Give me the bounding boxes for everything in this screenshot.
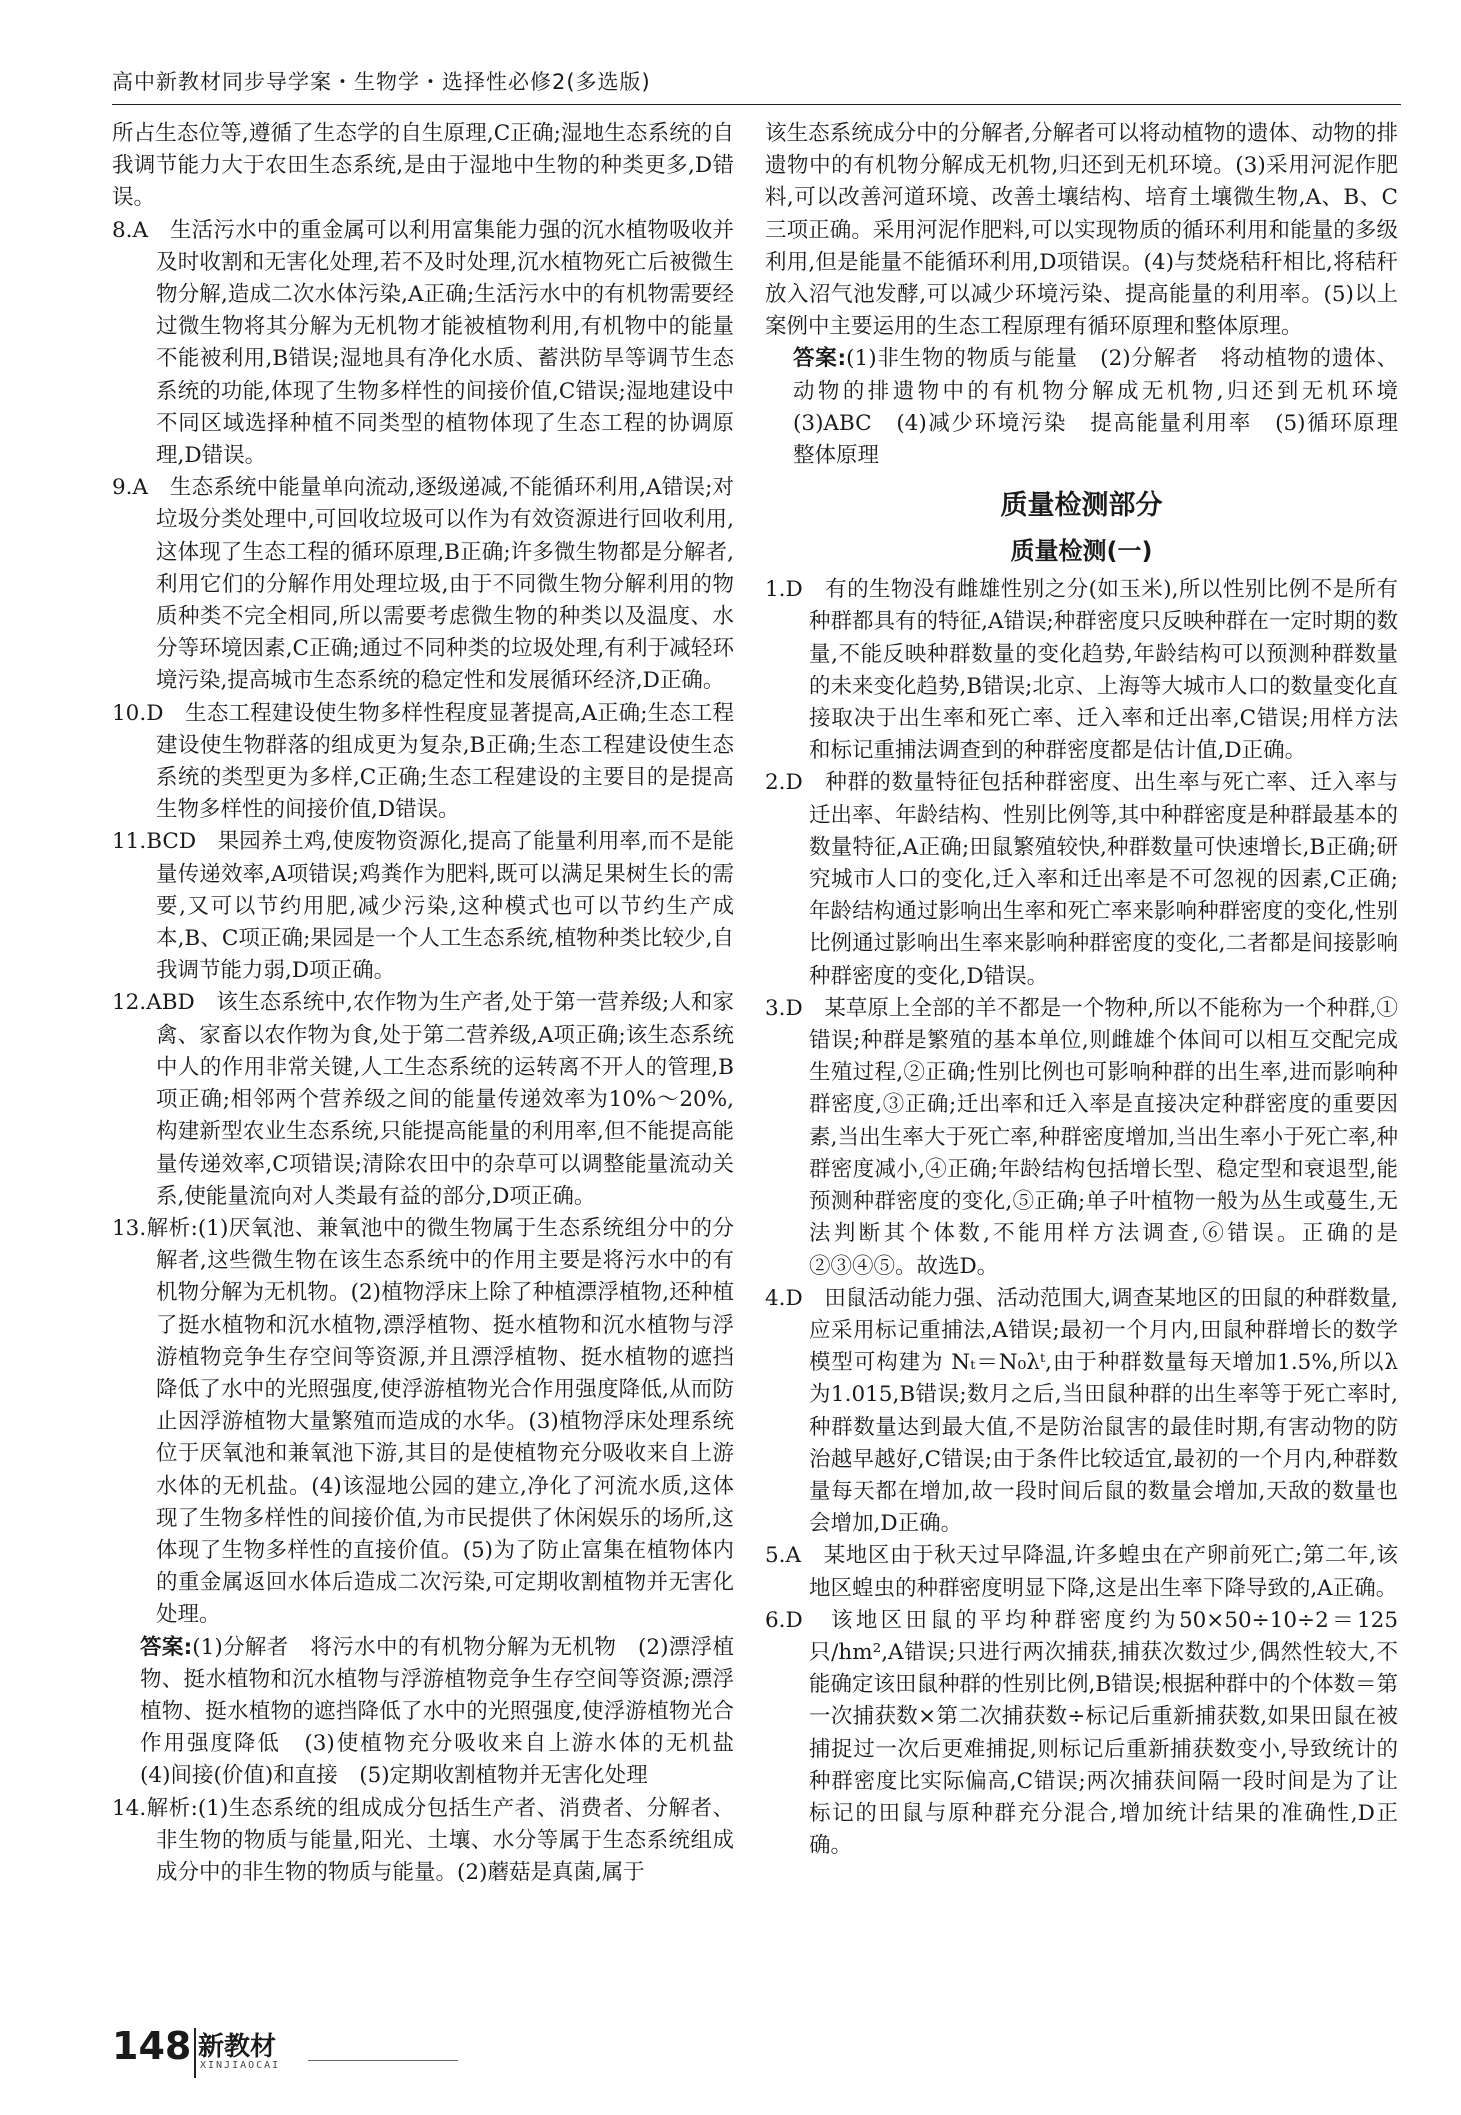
- running-header: 高中新教材同步导学案・生物学・选择性必修2(多选版): [112, 70, 651, 94]
- answer-item-13: 13.解析:(1)厌氧池、兼氧池中的微生物属于生态系统组分中的分解者,这些微生物在该生态系统中的作用主要是将污水中的有机物分解为无机物。(2)植物浮床上除了种植漂浮植物,还种植了挺水植物和沉水植物,漂浮植物、挺水植物和沉水植物与浮游植物竞争生存空间等资源,并且漂浮植物、挺水植物的遮挡降低了水中的光照强度,使浮游植物光合作用强度降低,从而防止因浮游植物大量繁殖而造成的水华。(3)植物浮床处理系统位于厌氧池和兼氧池下游,其目的是使植物充分吸收来自上游水体的无机盐。(4)该湿地公园的建立,净化了河流水质,这体现了生物多样性的间接价值,为市民提供了休闲娱乐的场所,这体现了生物多样性的直接价值。(5)为了防止富集在植物体内的重金属返回水体后造成二次污染,可定期收割植物并无害化处理。: [112, 1215, 734, 1628]
- answer-label: 答案:: [140, 1634, 193, 1660]
- answer-item-10: 10.D 生态工程建设使生物多样性程度显著提高,A正确;生态工程建设使生物群落的组成更为复杂,B正确;生态工程建设使生态系统的类型更为多样,C正确;生态工程建设的主要目的是提高生物多样性的间接价值,D错误。: [112, 700, 734, 823]
- footer-brand-pinyin: XINJIAOCAI: [200, 2060, 281, 2071]
- header-divider: [112, 104, 1401, 105]
- section-title: 质量检测部分: [1000, 490, 1163, 522]
- footer-divider: [194, 2028, 196, 2078]
- answer-item-12: 12.ABD 该生态系统中,农作物为生产者,处于第一营养级;人和家禽、家畜以农作物为食,处于第二营养级,A项正确;该生态系统中人的作用非常关键,人工生态系统的运转离不开人的管理,B项正确;相邻两个营养级之间的能量传递效率为10%～20%,构建新型农业生态系统,只能提高能量的利用率,但不能提高能量传递效率,C项错误;清除农田中的杂草可以调整能量流动关系,使能量流向对人类最有益的部分,D项正确。: [112, 990, 734, 1209]
- left-column: [112, 118, 756, 1889]
- answer-14: [765, 343, 1420, 472]
- paragraph-continued: 该生态系统成分中的分解者,分解者可以将动植物的遗体、动物的排遗物中的有机物分解成无机物,归还到无机环境。(3)采用河泥作肥料,可以改善河道环境、改善土壤结构、培育土壤微生物,A、B、C三项正确。采用河泥作肥料,可以实现物质的循环利用和能量的多级利用,但是能量不能循环利用,D项错误。(4)与焚烧秸秆相比,将秸秆放入沼气池发酵,可以减少环境污染、提高能量的利用率。(5)以上案例中主要运用的生态工程原理有循环原理和整体原理。: [765, 121, 1398, 340]
- answer-item-5: 5.A 某地区由于秋天过早降温,许多蝗虫在产卵前死亡;第二年,该地区蝗虫的种群密度明显下降,这是出生率下降导致的,A正确。: [765, 1543, 1398, 1601]
- answer-label: 答案:: [793, 346, 847, 372]
- answer-item-1: 1.D 有的生物没有雌雄性别之分(如玉米),所以性别比例不是所有种群都具有的特征,A错误;种群密度只反映种群在一定时期的数量,不能反映种群数量的变化趋势,年龄结构可以预测种群数量的未来变化趋势,B错误;北京、上海等大城市人口的数量变化直接取决于出生率和死亡率、迁入率和迁出率,C错误;用样方法和标记重捕法调查到的种群密度都是估计值,D正确。: [765, 577, 1398, 764]
- answer-item-6: 6.D 该地区田鼠的平均种群密度约为50×50÷10÷2＝125只/hm²,A错误;只进行两次捕获,捕获次数过少,偶然性较大,不能确定该田鼠种群的性别比例,B错误;根据种群中的个体数＝第一次捕获数×第二次捕获数÷标记后重新捕获数,如果田鼠在被捕捉过一次后更难捕捉,则标记后重新捕获数变小,导致统计的种群密度比实际偏高,C错误;两次捕获间隔一段时间是为了让标记的田鼠与原种群充分混合,增加统计结果的准确性,D正确。: [765, 1607, 1398, 1859]
- answer-item-8: 8.A 生活污水中的重金属可以利用富集能力强的沉水植物吸收并及时收割和无害化处理,若不及时处理,沉水植物死亡后被微生物分解,造成二次水体污染,A正确;生活污水中的有机物需要经过微生物将其分解为无机物才能被植物利用,有机物中的能量不能被利用,B错误;湿地具有净化水质、蓄洪防旱等调节生态系统的功能,体现了生物多样性的间接价值,C错误;湿地建设中不同区域选择种植不同类型的植物体现了生态工程的协调原理,D错误。: [112, 217, 734, 469]
- answer-item-4: 4.D 田鼠活动能力强、活动范围大,调查某地区的田鼠的种群数量,应采用标记重捕法,A错误;最初一个月内,田鼠种群增长的数学模型可构建为 Nₜ＝N₀λᵗ,由于种群数量每天增加1.5%,所以λ为1.015,B错误;数月之后,当田鼠种群的出生率等于死亡率时,种群数量达到最大值,不是防治鼠害的最佳时期,有害动物的防治越早越好,C错误;由于条件比较适宜,最初的一个月内,种群数量每天都在增加,故一段时间后鼠的数量会增加,天敌的数量也会增加,D正确。: [765, 1285, 1398, 1537]
- answer-13-text: (1)分解者 将污水中的有机物分解为无机物 (2)漂浮植物、挺水植物和沉水植物与浮游植物竞争生存空间等资源;漂浮植物、挺水植物的遮挡降低了水中的光照强度,使浮游植物光合作用强度降低 (3)使植物充分吸收来自上游水体的无机盐 (4)间接(价值)和直接 (5)定期收割植物并无害化处理: [140, 1634, 756, 1789]
- answer-item-14: 14.解析:(1)生态系统的组成成分包括生产者、消费者、分解者、非生物的物质与能量,阳光、土壤、水分等属于生态系统组成成分中的非生物的物质与能量。(2)蘑菇是真菌,属于: [112, 1795, 734, 1885]
- answer-14-text: (1)非生物的物质与能量 (2)分解者 将动植物的遗体、动物的排遗物中的有机物分解成无机物,归还到无机环境 (3)ABC (4)减少环境污染 提高能量利用率 (5)循环原理 整体原理: [793, 346, 1420, 469]
- page-number: 148: [112, 2024, 192, 2068]
- right-column: [765, 118, 1420, 1862]
- footer-brand: 新教材: [198, 2032, 277, 2062]
- footer-rule-line: [308, 2060, 458, 2061]
- answer-13: [112, 1632, 756, 1793]
- answer-item-2: 2.D 种群的数量特征包括种群密度、出生率与死亡率、迁入率与迁出率、年龄结构、性别比例等,其中种群密度是种群最基本的数量特征,A正确;田鼠繁殖较快,种群数量可快速增长,B正确;研究城市人口的变化,迁入率和迁出率是不可忽视的因素,C正确;年龄结构通过影响出生率和死亡率来影响种群密度的变化,性别比例通过影响出生率来影响种群密度的变化,二者都是间接影响种群密度的变化,D错误。: [765, 770, 1398, 989]
- section-subtitle: 质量检测(一): [1010, 537, 1153, 566]
- answer-item-3: 3.D 某草原上全部的羊不都是一个物种,所以不能称为一个种群,①错误;种群是繁殖的基本单位,则雌雄个体间可以相互交配完成生殖过程,②正确;性别比例也可影响种群的出生率,进而影响种群密度,③正确;迁出率和迁入率是直接决定种群密度的重要因素,当出生率大于死亡率,种群密度增加,当出生率小于死亡率,种群密度减小,④正确;年龄结构包括增长型、稳定型和衰退型,能预测种群密度的变化,⑤正确;单子叶植物一般为丛生或蔓生,无法判断其个体数,不能用样方法调查,⑥错误。正确的是②③④⑤。故选D。: [765, 995, 1398, 1279]
- answer-item-9: 9.A 生态系统中能量单向流动,逐级递减,不能循环利用,A错误;对垃圾分类处理中,可回收垃圾可以作为有效资源进行回收利用,这体现了生态工程的循环原理,B正确;许多微生物都是分解者,利用它们的分解作用处理垃圾,由于不同微生物分解利用的物质种类不完全相同,所以需要考虑微生物的种类以及温度、水分等环境因素,C正确;通过不同种类的垃圾处理,有利于减轻环境污染,提高城市生态系统的稳定性和发展循环经济,D正确。: [112, 475, 734, 694]
- paragraph-continued: 所占生态位等,遵循了生态学的自生原理,C正确;湿地生态系统的自我调节能力大于农田生态系统,是由于湿地中生物的种类更多,D错误。: [112, 121, 734, 211]
- answer-item-11: 11.BCD 果园养土鸡,使废物资源化,提高了能量利用率,而不是能量传递效率,A项错误;鸡粪作为肥料,既可以满足果树生长的需要,又可以节约用肥,减少污染,这种模式也可以节约生产成本,B、C项正确;果园是一个人工生态系统,植物种类比较少,自我调节能力弱,D项正确。: [112, 829, 734, 984]
